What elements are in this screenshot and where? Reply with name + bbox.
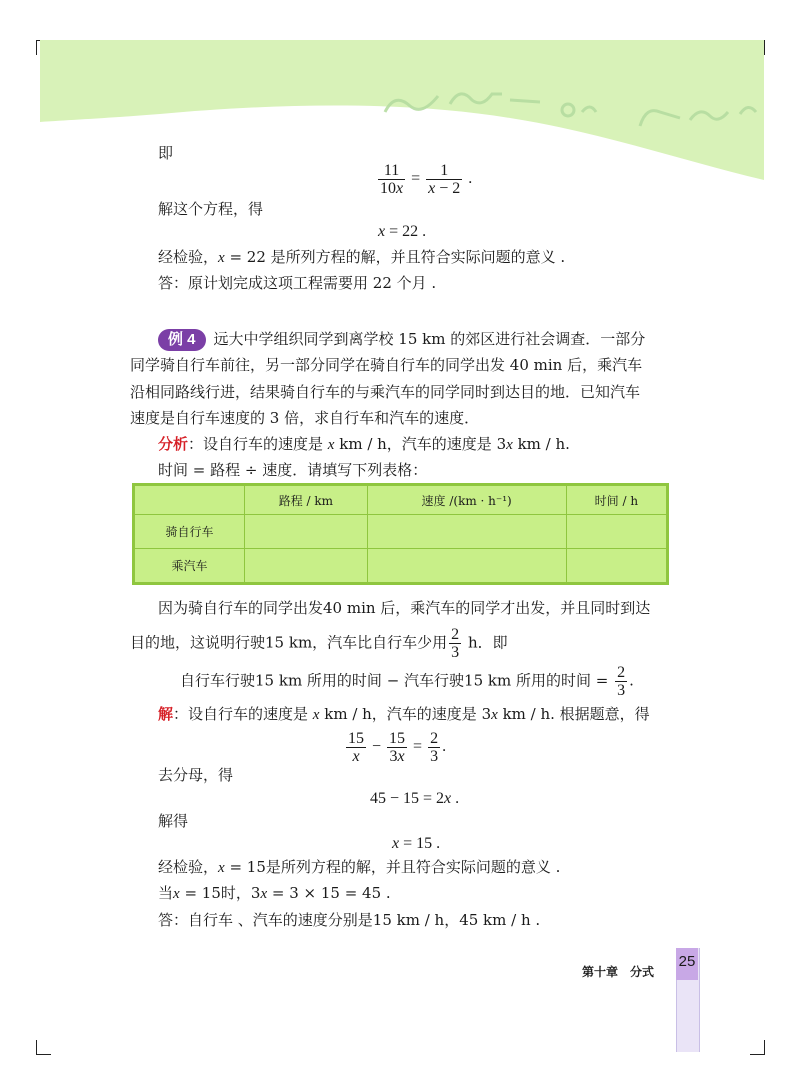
fill-in-table bbox=[132, 483, 669, 585]
table-header-cell: 速度 /(km · h⁻¹) bbox=[367, 485, 566, 515]
table-cell[interactable] bbox=[245, 548, 367, 583]
equation-1: $\frac{11}{10x}$ = $\frac{1}{x - 2}$ . bbox=[380, 162, 473, 197]
answer-line: 答：自行车 、汽车的速度分别是15 km / h，45 km / h . bbox=[158, 911, 541, 929]
step-2-equation: x = 15 . bbox=[392, 835, 441, 852]
example-badge: 例 4 bbox=[158, 329, 206, 351]
example-4-line-1: 例 4 远大中学组织同学到离学校 15 km 的郊区进行社会调查．一部分 bbox=[158, 329, 645, 351]
solution-line: 解：设自行车的速度是 x km / h，汽车的速度是 3x km / h. 根据题意，得 bbox=[158, 705, 650, 723]
table-header-row bbox=[134, 485, 668, 515]
formula-line: 时间 = 路程 ÷ 速度．请填写下列表格： bbox=[158, 461, 428, 479]
table-cell[interactable] bbox=[245, 515, 367, 549]
table-cell[interactable] bbox=[367, 515, 566, 549]
substitution-line: 当x = 15时，3x = 3 × 15 = 45 . bbox=[158, 884, 391, 902]
equation-2: $\frac{15}{x}$ − $\frac{15}{3x}$ = $\frac{2}{3}$ . bbox=[348, 730, 447, 765]
table-cell[interactable] bbox=[566, 515, 667, 549]
example-4-line-2: 同学骑自行车前往，另一部分同学在骑自行车的同学出发 40 min 后，乘汽车 bbox=[130, 356, 643, 374]
row-label-car: 乘汽车 bbox=[134, 548, 245, 583]
table-header-cell: 路程 / km bbox=[245, 485, 367, 515]
table-header-cell bbox=[134, 485, 245, 515]
check-line-prev: 经检验，x = 22 是所列方程的解，并且符合实际问题的意义 . bbox=[158, 248, 566, 266]
result-line: x = 22 . bbox=[378, 223, 427, 240]
step-1-label: 去分母，得 bbox=[158, 766, 234, 784]
chapter-title: 第十章 分式 bbox=[582, 965, 655, 979]
explain-line-1: 因为骑自行车的同学出发40 min 后，乘汽车的同学才出发，并且同时到达 bbox=[158, 599, 651, 617]
page-number: 25 bbox=[676, 948, 698, 980]
analysis-line: 分析：设自行车的速度是 x km / h，汽车的速度是 3x km / h. bbox=[158, 435, 570, 453]
table-row bbox=[134, 515, 668, 549]
step-1-equation: 45 − 15 = 2x . bbox=[370, 790, 460, 807]
solve-line: 解这个方程，得 bbox=[158, 200, 264, 218]
explain-line-2: 目的地，这说明行驶15 km，汽车比自行车少用 $\frac{2}{3}$ h．即 bbox=[130, 626, 508, 661]
answer-prev: 答：原计划完成这项工程需要用 22 个月 . bbox=[158, 274, 437, 292]
example-4-line-3: 沿相同路线行进，结果骑自行车的与乘汽车的同学同时到达目的地．已知汽车 bbox=[130, 383, 641, 401]
table-header-cell: 时间 / h bbox=[566, 485, 667, 515]
step-2-label: 解得 bbox=[158, 812, 189, 830]
crop-mark-bottom-right bbox=[750, 1040, 765, 1055]
table-row bbox=[134, 548, 668, 583]
ji-label: 即 bbox=[158, 144, 174, 162]
crop-mark-bottom-left bbox=[36, 1040, 51, 1055]
row-label-bike: 骑自行车 bbox=[134, 515, 245, 549]
explain-line-3: 自行车行驶15 km 所用的时间 − 汽车行驶15 km 所用的时间 = $\frac{2}{3}$ . bbox=[180, 664, 634, 699]
table-cell[interactable] bbox=[367, 548, 566, 583]
check-line: 经检验，x = 15是所列方程的解，并且符合实际问题的意义 . bbox=[158, 858, 561, 876]
table-cell[interactable] bbox=[566, 548, 667, 583]
example-4-line-4: 速度是自行车速度的 3 倍，求自行车和汽车的速度． bbox=[130, 409, 480, 427]
header-wave-band bbox=[40, 40, 764, 180]
